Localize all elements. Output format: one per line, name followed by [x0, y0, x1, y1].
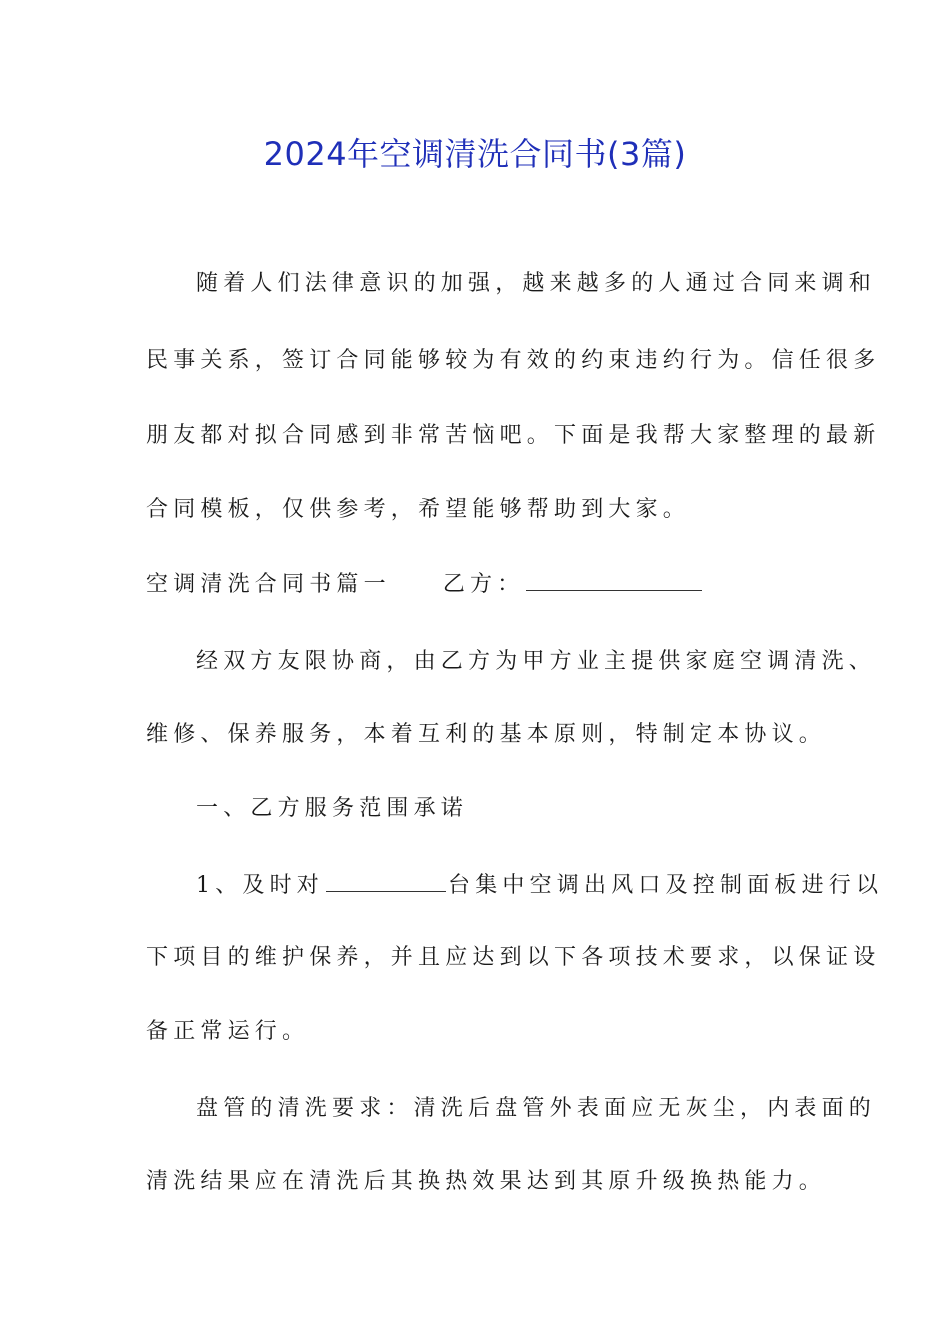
section-name: 空调清洗合同书篇一 [146, 572, 391, 597]
clause-heading: 一、乙方服务范围承诺 [196, 796, 469, 821]
section-heading [146, 568, 704, 601]
party-b-label: 乙方： [442, 572, 525, 597]
document-title: 2024年空调清洗合同书(3篇) [263, 135, 687, 173]
item1-line-2: 下项目的维护保养，并且应达到以下各项技术要求，以保证设 [146, 945, 881, 970]
item1-prefix: 1、及时对 [196, 873, 324, 898]
intro-line-3: 朋友都对拟合同感到非常苦恼吧。下面是我帮大家整理的最新 [146, 423, 881, 448]
party-b-blank [526, 568, 702, 591]
intro-line-2: 民事关系，签订合同能够较为有效的约束违约行为。信任很多 [146, 348, 881, 373]
para1-line-2: 维修、保养服务，本着互利的基本原则，特制定本协议。 [146, 722, 827, 747]
item1-line-3: 备正常运行。 [146, 1019, 310, 1044]
para1-line-1: 经双方友限协商，由乙方为甲方业主提供家庭空调清洗、 [196, 649, 877, 674]
item1-line-1 [196, 869, 883, 902]
unit-count-blank [326, 869, 446, 892]
coil-line-1: 盘管的清洗要求：清洗后盘管外表面应无灰尘，内表面的 [196, 1096, 877, 1121]
intro-line-1: 随着人们法律意识的加强，越来越多的人通过合同来调和 [196, 271, 877, 296]
intro-line-4: 合同模板，仅供参考，希望能够帮助到大家。 [146, 497, 691, 522]
item1-suffix: 台集中空调出风口及控制面板进行以 [448, 873, 884, 898]
coil-line-2: 清洗结果应在清洗后其换热效果达到其原升级换热能力。 [146, 1169, 827, 1194]
